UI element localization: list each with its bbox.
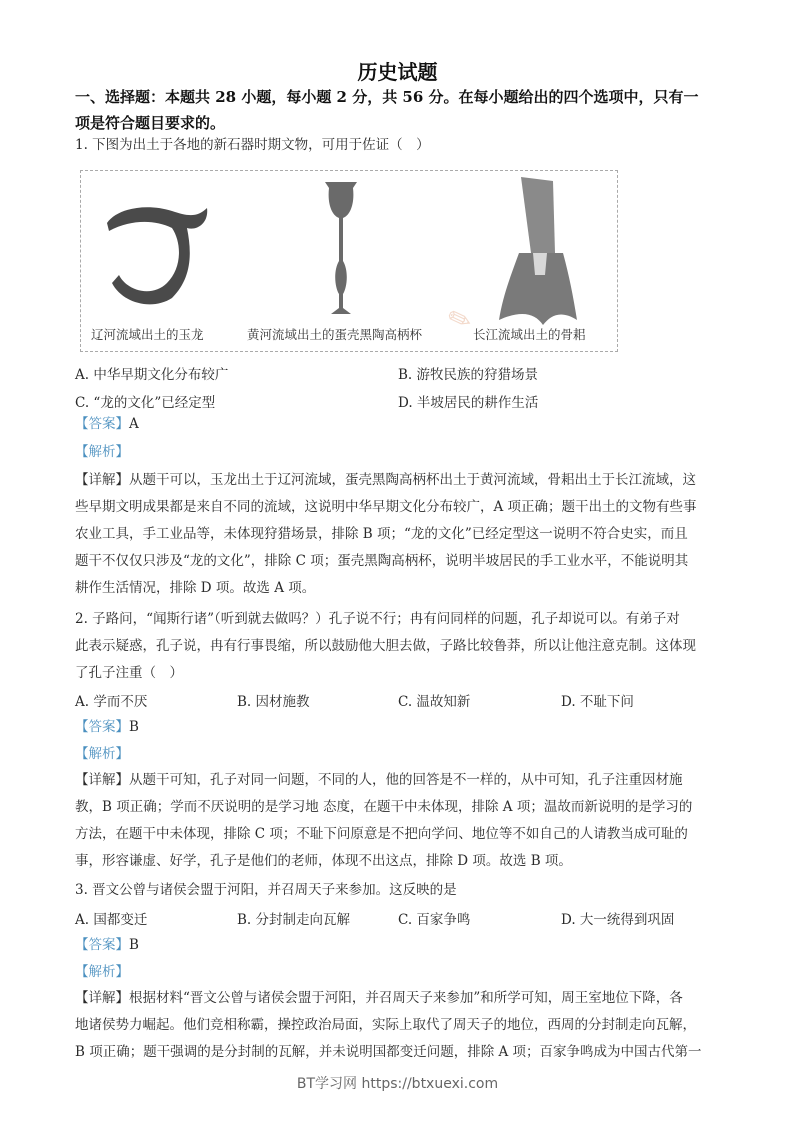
eggshell-pottery-cup-image (321, 176, 361, 321)
question-1-detail (75, 467, 723, 602)
detail-line: 些早期文明成果都是来自不同的流域，这说明中华早期文化分布较广，A 项正确；题干出土的文物有些事 (75, 499, 697, 515)
jade-dragon-image (97, 183, 217, 313)
question-3-detail (75, 985, 723, 1066)
figure-caption-bone-spade: 长江流域出土的骨耜 (473, 327, 586, 342)
detail-line: 从题干可以，玉龙出土于辽河流域，蛋壳黑陶高柄杯出土于黄河流域，骨耜出土于长江流域，这 (129, 472, 696, 488)
question-2-option-d: D. 不耻下问 (561, 694, 634, 710)
question-2-analysis-label: 【解析】 (75, 746, 129, 762)
question-2-answer (75, 717, 139, 737)
question-3-option-a: A. 国都变迁 (75, 912, 148, 928)
detail-label: 【详解】 (75, 472, 129, 488)
detail-label: 【详解】 (75, 990, 129, 1006)
answer-value: A (129, 416, 139, 432)
detail-line: 根据材料“晋文公曾与诸侯会盟于河阳，并召周天子来参加”和所学可知，周王室地位下降，各 (129, 990, 683, 1006)
question-2-option-b: B. 因材施教 (237, 694, 310, 710)
stem-line: 此表示疑惑，孔子说，冉有行事畏缩，所以鼓励他大胆去做，子路比较鲁莽，所以让他注意克制。这体现 (75, 638, 696, 654)
figure-caption-jade-dragon: 辽河流域出土的玉龙 (91, 327, 204, 342)
detail-line: B 项正确；题干强调的是分封制的瓦解，并未说明国都变迁问题，排除 A 项；百家争鸣成为中国古代第一 (75, 1044, 702, 1060)
question-1-option-c: C. “龙的文化”已经定型 (75, 395, 216, 411)
answer-value: B (129, 719, 139, 735)
question-1-option-b: B. 游牧民族的狩猎场景 (398, 367, 539, 383)
question-1-stem: 1. 下图为出土于各地的新石器时期文物，可用于佐证（ ） (75, 137, 430, 153)
question-2-detail (75, 767, 723, 875)
stem-line: 了孔子注重（ ） (75, 665, 183, 681)
answer-value: B (129, 937, 139, 953)
question-3-analysis-label: 【解析】 (75, 964, 129, 980)
figure-caption-pottery-cup: 黄河流域出土的蛋壳黑陶高柄杯 (247, 327, 423, 342)
detail-line: 题干不仅仅只涉及“龙的文化”，排除 C 项；蛋壳黑陶高柄杯，说明半坡居民的手工业水平，不能说明其 (75, 553, 689, 569)
page-title: 历史试题 (357, 60, 438, 84)
question-2-option-c: C. 温故知新 (398, 694, 471, 710)
detail-line: 地诸侯势力崛起。他们竞相称霸，操控政治局面，实际上取代了周天子的地位，西周的分封制走向瓦解， (75, 1017, 696, 1033)
detail-line: 从题干可知，孔子对同一问题，不同的人，他的回答是不一样的，从中可知，孔子注重因材施 (129, 772, 683, 788)
watermark-icon: ✎ (443, 299, 477, 340)
question-3-answer (75, 935, 139, 955)
section-heading-line-2: 项是符合题目要求的。 (75, 114, 226, 132)
question-1-analysis-label: 【解析】 (75, 444, 129, 460)
question-1-option-a: A. 中华早期文化分布较广 (75, 367, 229, 383)
bone-spade-image (491, 175, 581, 325)
detail-line: 事，形容谦虚、好学，孔子是他们的老师，体现不出这点，排除 D 项。故选 B 项。 (75, 853, 572, 869)
answer-label: 【答案】 (75, 719, 129, 735)
question-1-figure (80, 170, 618, 352)
detail-line: 农业工具，手工业品等，未体现狩猎场景，排除 B 项；“龙的文化”已经定型这一说明不符合史实，而且 (75, 526, 688, 542)
question-3-stem: 3. 晋文公曾与诸侯会盟于河阳，并召周天子来参加。这反映的是 (75, 882, 457, 898)
question-3-option-c: C. 百家争鸣 (398, 912, 471, 928)
stem-line: 2. 子路问，“闻斯行诸”（听到就去做吗？）孔子说不行；冉有问同样的问题，孔子却说可以。有弟子对 (75, 611, 680, 627)
question-1-option-d: D. 半坡居民的耕作生活 (398, 395, 539, 411)
section-heading-line-1: 一、选择题：本题共 28 小题，每小题 2 分，共 56 分。在每小题给出的四个选项中，只有一 (75, 88, 699, 106)
section-heading (75, 84, 725, 136)
question-3-option-b: B. 分封制走向瓦解 (237, 912, 351, 928)
detail-line: 方法，在题干中未体现，排除 C 项；不耻下问原意是不把向学问、地位等不如自己的人请教当成可耻的 (75, 826, 688, 842)
question-2-stem (75, 606, 723, 687)
detail-label: 【详解】 (75, 772, 129, 788)
answer-label: 【答案】 (75, 416, 129, 432)
question-1-answer (75, 414, 139, 434)
question-3-option-d: D. 大一统得到巩固 (561, 912, 675, 928)
footer-watermark: BT学习网 https://btxuexi.com (296, 1076, 499, 1092)
detail-line: 耕作生活情况，排除 D 项。故选 A 项。 (75, 580, 316, 596)
answer-label: 【答案】 (75, 937, 129, 953)
detail-line: 教，B 项正确；学而不厌说明的是学习地 态度，在题干中未体现，排除 A 项；温故而新说明的是学习的 (75, 799, 693, 815)
question-2-option-a: A. 学而不厌 (75, 694, 148, 710)
